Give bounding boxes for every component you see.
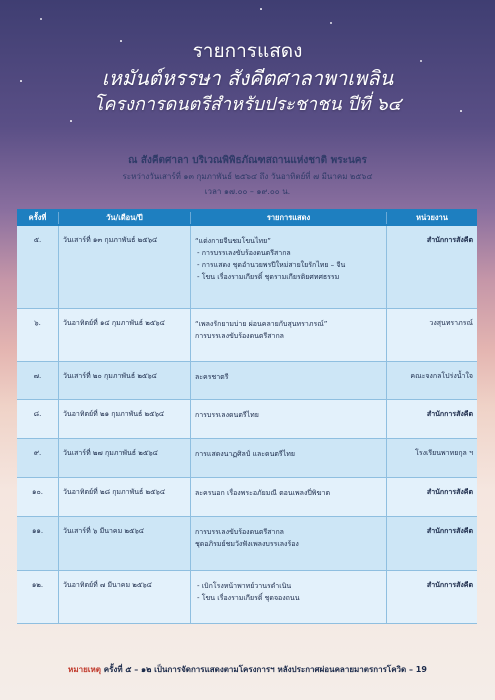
cell-date: วันอาทิตย์ที่ ๒๘ กุมภาพันธ์ ๒๕๖๔: [59, 478, 191, 516]
footer-text: ครั้งที่ ๕ – ๑๒ เป็นการจัดการแสดงตามโครงการฯ หลังประกาศผ่อนคลายมาตรการโควิด – 19: [103, 665, 427, 674]
schedule-table: [17, 209, 477, 624]
program-line: “แต่งกายจีนชมโขนไทย”: [195, 237, 271, 245]
time-text: เวลา ๑๗.๐๐ – ๑๙.๐๐ น.: [204, 187, 291, 196]
cell-date: วันเสาร์ที่ ๖ มีนาคม ๒๕๖๔: [59, 517, 191, 570]
star-decoration: [260, 8, 262, 10]
table-header: [17, 209, 477, 226]
program-line: การบรรเลงขับร้องดนตรีสากล: [195, 528, 284, 536]
program-line: - การแสดง ชุดอำนวยพรปีใหม่สายใยรักไทย – จีน: [197, 261, 346, 269]
cell-organization: สำนักการสังคีต: [426, 410, 473, 418]
cell-no: ๑๑.: [17, 517, 59, 570]
column-header-no: ครั้งที่: [17, 212, 59, 224]
cell-organization: โรงเรียนพาทยกุล ฯ: [415, 449, 473, 457]
cell-program: [191, 362, 387, 399]
table-row: [17, 517, 477, 571]
cell-program: [191, 478, 387, 516]
star-decoration: [70, 120, 72, 122]
table-row: [17, 226, 477, 309]
cell-organization: สำนักการสังคีต: [426, 581, 473, 589]
program-line: การบรรเลงขับร้องดนตรีสากล: [195, 332, 284, 340]
cell-no: ๙.: [17, 439, 59, 477]
cell-program: [191, 439, 387, 477]
footer-note: [8, 663, 487, 676]
table-body: [17, 226, 477, 624]
cell-program: [191, 309, 387, 361]
cell-no: ๖.: [17, 309, 59, 361]
project-title: โครงการดนตรีสำหรับประชาชน ปีที่ ๖๔: [93, 94, 402, 115]
footer-label: หมายเหตุ: [68, 665, 101, 674]
cell-organization: วงสุนทราภรณ์: [429, 319, 473, 327]
column-header-program: รายการแสดง: [191, 212, 387, 224]
program-line: การแสดงนาฏศิลป์ และดนตรีไทย: [195, 450, 295, 458]
program-line: - การบรรเลงขับร้องดนตรีสากล: [197, 249, 291, 257]
table-row: [17, 362, 477, 400]
cell-program: [191, 400, 387, 438]
cell-program: [191, 571, 387, 623]
table-row: [17, 439, 477, 478]
poster-header: [0, 38, 495, 118]
program-line: ละครชาตรี: [195, 373, 229, 381]
star-decoration: [40, 18, 42, 20]
date-range-text: ระหว่างวันเสาร์ที่ ๑๓ กุมภาพันธ์ ๒๕๖๔ ถึง วันอาทิตย์ที่ ๗ มีนาคม ๒๕๖๔: [122, 172, 373, 181]
column-header-organization: หน่วยงาน: [416, 212, 448, 222]
cell-date: วันอาทิตย์ที่ ๑๔ กุมภาพันธ์ ๒๕๖๔: [59, 309, 191, 361]
cell-date: วันเสาร์ที่ ๒๐ กุมภาพันธ์ ๒๕๖๔: [59, 362, 191, 399]
cell-no: ๘.: [17, 400, 59, 438]
cell-organization: คณะจงกลโปร่งน้ำใจ: [410, 372, 473, 380]
cell-organization: สำนักการสังคีต: [426, 488, 473, 496]
program-line: - โขน เรื่องรามเกียรติ์ ชุดจองถนน: [197, 594, 300, 602]
cell-date: วันเสาร์ที่ ๒๗ กุมภาพันธ์ ๒๕๖๔: [59, 439, 191, 477]
program-line: “เพลงรักยามบ่าย ผ่อนคลายกับสุนทราภรณ์”: [195, 320, 328, 328]
event-subtitle: เหมันต์หรรษา สังคีตศาลาพาเพลิน: [101, 66, 394, 90]
cell-date: วันอาทิตย์ที่ ๒๑ กุมภาพันธ์ ๒๕๖๔: [59, 400, 191, 438]
column-header-date: วัน/เดือน/ปี: [59, 212, 191, 224]
cell-no: ๑๒.: [17, 571, 59, 623]
page-title: รายการแสดง: [192, 40, 303, 62]
cell-no: ๗.: [17, 362, 59, 399]
venue-text: ณ สังคีตศาลา บริเวณพิพิธภัณฑสถานแห่งชาติ พระนคร: [128, 155, 367, 166]
cell-date: วันอาทิตย์ที่ ๗ มีนาคม ๒๕๖๔: [59, 571, 191, 623]
program-line: - โขน เรื่องรามเกียรติ์ ชุดรามเกียรติยศทศธรรม: [197, 273, 340, 281]
program-line: การบรรเลงดนตรีไทย: [195, 411, 259, 419]
cell-program: [191, 226, 387, 308]
cell-no: ๕.: [17, 226, 59, 308]
program-line: ละครนอก เรื่องพระอภัยมณี ตอนเพลงปี่พิฆาต: [195, 489, 331, 497]
table-row: [17, 571, 477, 624]
cell-no: ๑๐.: [17, 478, 59, 516]
table-row: [17, 478, 477, 517]
cell-organization: สำนักการสังคีต: [426, 236, 473, 244]
cell-organization: สำนักการสังคีต: [426, 527, 473, 535]
star-decoration: [330, 22, 332, 24]
program-line: - เบิกโรงหน้าพาทย์วานรดำเนิน: [197, 582, 292, 590]
table-row: [17, 400, 477, 439]
table-row: [17, 309, 477, 362]
cell-program: [191, 517, 387, 570]
program-line: ชุดอภิรมย์ชมวังฟังเพลงบรรเลงร้อง: [195, 540, 299, 548]
cell-date: วันเสาร์ที่ ๑๓ กุมภาพันธ์ ๒๕๖๔: [59, 226, 191, 308]
